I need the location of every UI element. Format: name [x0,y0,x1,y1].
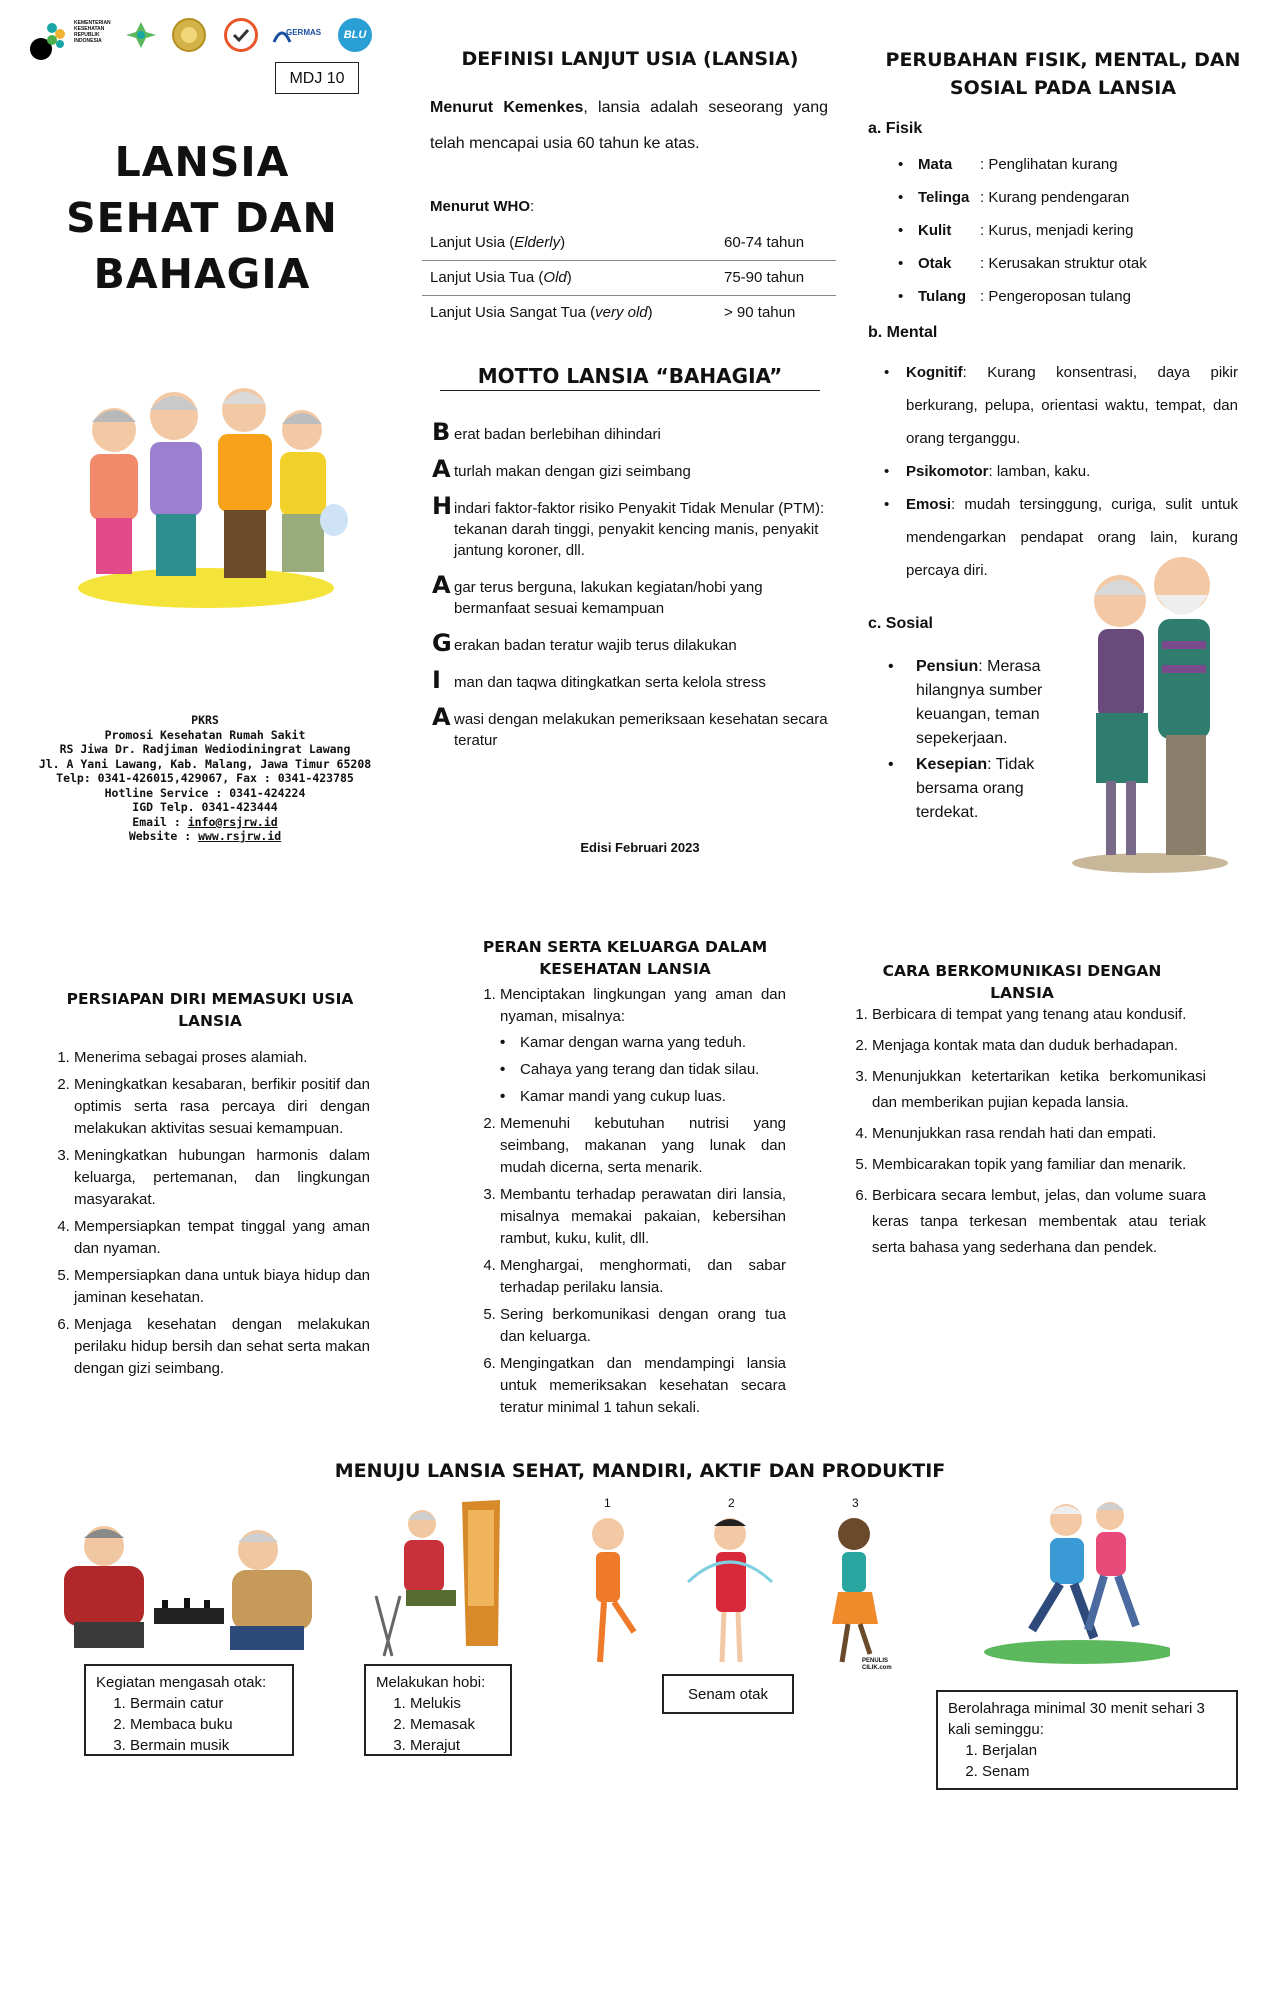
kemenkes-label: Menurut Kemenkes [430,99,584,116]
website-label: Website : [128,829,199,843]
menuju-title: MENUJU LANSIA SEHAT, MANDIRI, AKTIF DAN PRODUKTIF [334,1460,946,1482]
contact-rs-name: RS Jiwa Dr. Radjiman Wediodiningrat Lawang [59,742,351,756]
kemenkes-text: KEMENTERIAN KESEHATAN REPUBLIK INDONESIA [74,20,111,44]
peran-item: 3. Membantu terhadap perawatan diri lansia, misalnya memakai pakaian, kebersihan rambut, kuku, kulit, dll. [500,1184,786,1250]
persiapan-item: 3. Meningkatkan hubungan harmonis dalam keluarga, pertemanan, dan lingkungan masyarakat. [74,1145,370,1211]
doc-code: MDJ 10 [275,62,359,94]
mental-label: b. Mental [868,324,938,341]
painter-icon [370,1496,510,1662]
motto-text: man dan taqwa ditingkatkan serta kelola stress [454,674,766,691]
hobi-item: 3. Merajut [410,1735,500,1756]
peran-item: 5. Sering berkomunikasi dengan orang tua dan keluarga. [500,1304,786,1348]
contact-email-row [30,815,380,830]
bullet-icon: • [884,463,890,480]
contact-phone: Telp: 0341-426015,429067, Fax : 0341-423785 [56,771,354,785]
motto-letter: A [432,455,451,483]
cover-title-line-1: LANSIA [114,138,290,186]
chess-illustration [44,1508,324,1658]
who-category [430,261,572,295]
who-age: > 90 tahun [724,304,796,321]
komunikasi-title: CARA BERKOMUNIKASI DENGAN LANSIA [882,962,1162,1002]
persiapan-item: 2. Meningkatkan kesabaran, berfikir positif dan optimis serta rasa percaya diri dengan melakukan aktivitas sesuai kemampuan. [74,1074,370,1140]
contact-promosi: Promosi Kesehatan Rumah Sakit [104,727,306,742]
fisik-item [898,156,1258,189]
motto-list [432,420,830,763]
otak-list [96,1693,282,1756]
email-label: Email : [132,814,188,829]
who-cat-post: ) [560,234,566,251]
peran-list [500,984,786,1424]
sni-logo [224,18,258,52]
komunikasi-item: 4. Menunjukkan rasa rendah hati dan empati. [872,1121,1206,1147]
who-cat-em: Elderly [514,234,561,251]
perubahan-title [868,46,1258,102]
fisik-value: : Kurus, menjadi kering [980,222,1134,239]
peran-item [500,984,786,1108]
senam-otak-box: Senam otak [662,1674,794,1714]
motto-text: erat badan berlebihan dihindari [454,426,661,443]
motto-item [432,494,830,561]
motto-letter: I [432,666,441,694]
who-row [422,228,836,261]
cover-title [40,134,364,302]
fisik-value: : Pengeroposan tulang [980,288,1131,305]
otak-box [84,1664,294,1756]
cover-elderly-group-illustration [46,360,366,610]
mental-value: : Kurang konsentrasi, daya pikir berkurang, pelupa, orientasi waktu, tempat, dan orang terganggu. [906,364,1238,447]
senam-step-number: 2 [728,1496,735,1510]
motto-letter: H [432,492,453,520]
motto-letter: G [432,629,452,657]
fisik-item [898,222,1258,255]
who-cat-post: ) [647,304,653,321]
kemenkes-logo [44,20,110,50]
motto-text: turlah makan dengan gizi seimbang [454,463,691,480]
motto-item [432,573,830,619]
perubahan-title-l2: SOSIAL PADA LANSIA [949,77,1177,99]
motto-text: erakan badan teratur wajib terus dilakukan [454,637,737,654]
mental-key: Kognitif [906,364,963,381]
blu-logo [338,18,372,52]
mental-key: Psikomotor [906,463,989,480]
who-table [422,228,836,330]
bullet-icon: • [898,255,904,272]
otak-item: 3. Bermain musik [130,1735,282,1756]
peran-title-l1: PERAN SERTA KELUARGA DALAM [482,938,768,956]
who-age: 60-74 tahun [724,234,805,251]
senam-step-number: 1 [604,1496,611,1510]
bullet-icon: • [888,658,894,675]
penulis-cilik-credit: PENULIS CILIK.com [862,1658,892,1671]
sosial-value: : Merasa hilangnya sumber keuangan, teman sepekerjaan. [916,658,1043,747]
sosial-label: c. Sosial [868,615,933,632]
motto-item [432,457,830,482]
olahraga-list [948,1740,1226,1782]
website-link[interactable]: www.rsjrw.id [198,829,282,843]
fisik-value: : Penglihatan kurang [980,156,1118,173]
bullet-icon: • [898,288,904,305]
komunikasi-item: 1. Berbicara di tempat yang tenang atau kondusif. [872,1002,1206,1028]
cover-title-line-2: SEHAT DAN [66,194,338,242]
motto-item [432,668,830,693]
check-seal-icon [227,21,255,49]
komunikasi-item: 2. Menjaga kontak mata dan duduk berhadapan. [872,1033,1206,1059]
fisik-key: Otak [918,255,952,272]
motto-letter: A [432,703,451,731]
olahraga-item: 1. Berjalan [982,1740,1226,1761]
motto-letter: A [432,571,451,599]
definisi-kemenkes [430,90,828,162]
peran-subitem: • Cahaya yang terang dan tidak silau. [500,1059,786,1081]
motto-text: indari faktor-faktor risiko Penyakit Tidak Menular (PTM): tekanan darah tinggi, penyakit kencing manis, penyakit jantung koroner, dll. [454,500,825,559]
senam-figures-icon [556,1512,926,1680]
peran-item: 4. Menghargai, menghormati, dan sabar terhadap perilaku lansia. [500,1255,786,1299]
persiapan-title [60,988,360,1032]
who-row [422,261,836,296]
peran-item-text: Menciptakan lingkungan yang aman dan nyaman, misalnya: [500,986,786,1025]
otak-box-title: Kegiatan mengasah otak: [96,1674,267,1691]
hobi-box [364,1664,512,1756]
who-cat-pre: Lanjut Usia Sangat Tua ( [430,304,596,321]
fisik-item [898,255,1258,288]
fisik-key: Mata [918,156,953,173]
sosial-item [888,753,1058,825]
persiapan-title-l2: LANSIA [178,1012,242,1030]
contact-hotline: Hotline Service : 0341-424224 [104,785,306,800]
who-cat-em: Old [543,269,567,286]
bullet-icon: • [884,364,890,381]
who-cat-pre: Lanjut Usia Tua ( [430,269,544,286]
edition-text: Edisi Februari 2023 [580,840,700,855]
germas-leaf-icon [124,18,158,52]
fisik-item [898,189,1258,222]
olahraga-box-title: Berolahraga minimal 30 menit sehari 3 kali seminggu: [948,1700,1205,1738]
fisik-item [898,288,1258,321]
sosial-list [888,655,1058,825]
fisik-label: a. Fisik [868,120,923,137]
peran-item: 2. Memenuhi kebutuhan nutrisi yang seimbang, makanan yang lunak dan mudah dicerna, serta menarik. [500,1113,786,1179]
kemenkes-text: , lansia adalah seseorang yang telah mencapai usia 60 tahun ke atas. [430,99,828,152]
otak-item: 1. Bermain catur [130,1693,282,1714]
otak-item: 2. Membaca buku [130,1714,282,1735]
blu-text: BLU [343,29,367,41]
bullet-icon: • [884,496,890,513]
peran-title-l2: KESEHATAN LANSIA [539,960,711,978]
who-cat-em: very old [595,304,648,321]
elderly-group-icon [46,360,366,610]
mental-item [884,455,1238,488]
contact-pkrs: PKRS [191,713,219,727]
persiapan-title-l1: PERSIAPAN DIRI MEMASUKI USIA [66,990,354,1008]
peran-item: 6. Mengingatkan dan mendampingi lansia untuk memeriksakan kesehatan secara teratur minimal 1 tahun sekali. [500,1353,786,1419]
who-colon: : [529,198,535,215]
olahraga-box [936,1690,1238,1790]
senam-otak-steps [556,1496,926,1680]
fisik-value: : Kurang pendengaran [980,189,1130,206]
contact-address: Jl. A Yani Lawang, Kab. Malang, Jawa Timur 65208 [38,756,372,771]
contact-website-row [30,829,380,844]
persiapan-item: 6. Menjaga kesehatan dengan melakukan perilaku hidup bersih dan sehat serta makan dengan gizi seimbang. [74,1314,370,1380]
who-label-row [430,198,534,215]
chess-players-icon [44,1508,324,1658]
motto-item [432,420,830,445]
komunikasi-item: 5. Membicarakan topik yang familiar dan menarik. [872,1152,1206,1178]
mental-item [884,356,1238,455]
contact-block [30,713,380,844]
who-category [430,228,565,260]
fisik-key: Tulang [918,288,967,305]
gerimas-text: GERMAS [286,28,322,37]
persiapan-item: 5. Mempersiapkan dana untuk biaya hidup dan jaminan kesehatan. [74,1265,370,1309]
hobi-list [376,1693,500,1756]
who-cat-post: ) [566,269,572,286]
komunikasi-item: 3. Menunjukkan ketertarikan ketika berkomunikasi dan memberikan pujian kepada lansia. [872,1064,1206,1116]
mental-value: : mudah tersinggung, curiga, sulit untuk mendengarkan pendapat orang lain, kurang percaya diri. [906,496,1238,579]
fisik-key: Telinga [918,189,970,206]
persiapan-item: 1. Menerima sebagai proses alamiah. [74,1047,370,1069]
email-link[interactable]: info@rsjrw.id [187,814,278,829]
gerimas-logo [272,20,324,50]
motto-text: wasi dengan melakukan pemeriksaan kesehatan secara teratur [454,711,828,749]
olahraga-item: 2. Senam [982,1761,1226,1782]
fisik-key: Kulit [918,222,952,239]
mental-value: : lamban, kaku. [988,463,1091,480]
sosial-value: : Tidak bersama orang terdekat. [916,756,1035,821]
who-age: 75-90 tahun [724,269,805,286]
bullet-icon: • [888,756,894,773]
elderly-couple-icon [1070,545,1230,875]
peran-sublist [500,1032,786,1108]
hobi-item: 2. Memasak [410,1714,500,1735]
who-cat-pre: Lanjut Usia ( [430,234,515,251]
definisi-title: DEFINISI LANJUT USIA (LANSIA) [461,48,799,70]
komunikasi-item: 6. Berbicara secara lembut, jelas, dan volume suara keras tanpa terkesan membentak atau teriak serta bahasa yang sederhana dan pendek. [872,1183,1206,1261]
painting-illustration [370,1496,510,1662]
bullet-icon: • [898,222,904,239]
fisik-list [898,156,1258,321]
cover-title-line-3: BAHAGIA [93,250,311,298]
motto-text: gar terus berguna, lakukan kegiatan/hobi yang bermanfaat sesuai kemampuan [454,579,763,617]
motto-title: MOTTO LANSIA “BAHAGIA” [440,364,820,391]
running-illustration [970,1498,1170,1668]
hobi-item: 1. Melukis [410,1693,500,1714]
germas-logo [124,18,158,52]
motto-letter: B [432,418,451,446]
award-icon [174,20,204,50]
contact-igd: IGD Telp. 0341-423444 [132,800,278,814]
motto-item [432,705,830,751]
sosial-key: Kesepian [916,756,988,773]
bullet-icon: • [898,189,904,206]
mental-key: Emosi [906,496,952,513]
elderly-couple-illustration [1070,545,1230,875]
motto-item [432,631,830,656]
persiapan-list [74,1047,370,1385]
who-label: Menurut WHO [430,198,530,215]
paripurna-logo [172,18,206,52]
komunikasi-list [872,1002,1206,1266]
sosial-key: Pensiun [916,658,979,675]
persiapan-item: 4. Mempersiapkan tempat tinggal yang aman dan nyaman. [74,1216,370,1260]
who-category [430,296,653,330]
sosial-item [888,655,1058,751]
peran-subitem: • Kamar mandi yang cukup luas. [500,1086,786,1108]
peran-title [470,936,780,980]
senam-step-number: 3 [852,1496,859,1510]
perubahan-title-l1: PERUBAHAN FISIK, MENTAL, DAN [885,49,1241,71]
hobi-box-title: Melakukan hobi: [376,1674,486,1691]
who-row [422,296,836,330]
fisik-value: : Kerusakan struktur otak [980,255,1147,272]
peran-subitem: • Kamar dengan warna yang teduh. [500,1032,786,1054]
running-couple-icon [970,1498,1170,1668]
bullet-icon: • [898,156,904,173]
